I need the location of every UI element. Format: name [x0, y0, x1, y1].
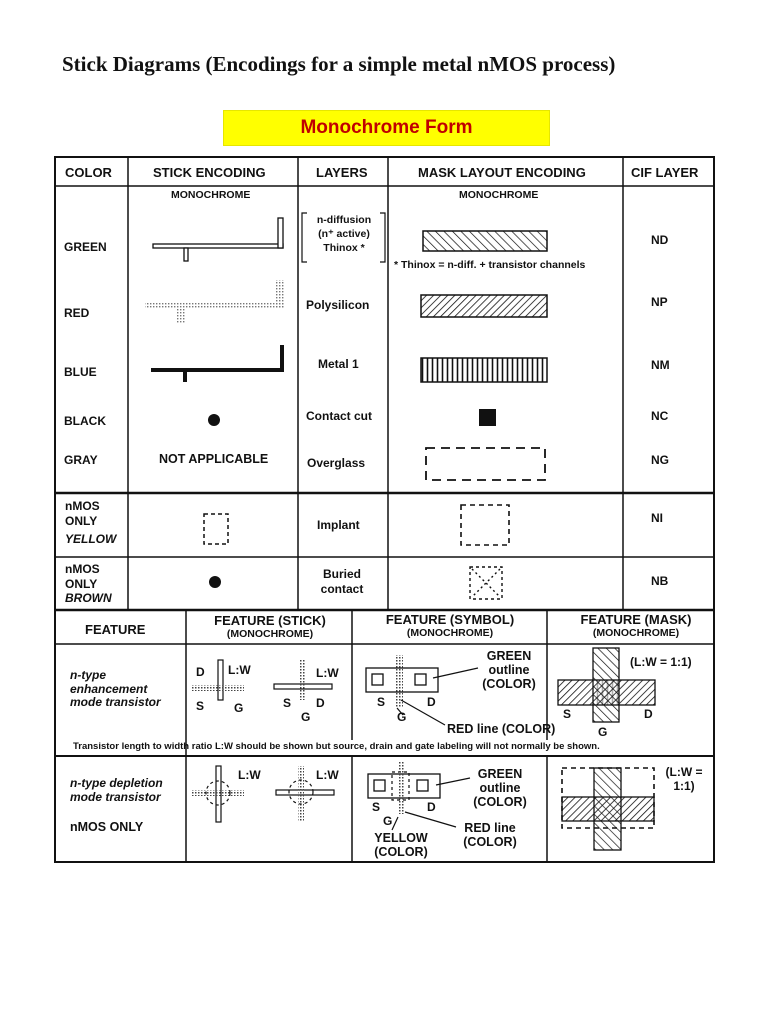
enh-note: Transistor length to width ratio L:W should be shown but source, drain and gate labeling will not normally be shown. — [73, 741, 600, 752]
header-mask: MASK LAYOUT ENCODING — [418, 165, 586, 180]
thinox-note: * Thinox = n-diff. + transistor channels — [394, 259, 586, 271]
dep-g-label: G — [383, 814, 393, 828]
banner-label: Monochrome Form — [300, 117, 473, 138]
implant-stick — [204, 514, 228, 544]
color-gray: GRAY — [64, 453, 98, 467]
dep-yellow — [366, 832, 436, 859]
enh-mask-s: S — [563, 707, 572, 721]
metal-stick — [151, 345, 284, 382]
enh-d-label-2: D — [316, 696, 325, 710]
outline-line: outline — [488, 663, 530, 678]
cif-nd: ND — [651, 233, 669, 247]
header-stick: STICK ENCODING — [153, 165, 266, 180]
dep-lw-label-1: L:W — [238, 768, 261, 782]
metal-mask — [421, 358, 547, 382]
enh-s-label-1: S — [196, 699, 205, 713]
feature-stick-header — [200, 614, 340, 640]
feature-symbol-header — [360, 613, 540, 639]
enh-g-label-1: G — [234, 701, 244, 715]
implant-mask — [461, 505, 509, 545]
yellow-line: YELLOW — [374, 831, 428, 845]
contact-stick-dot — [208, 414, 220, 426]
contact-line: contact — [320, 581, 364, 596]
feature-symbol-sub: (MONOCHROME) — [406, 626, 494, 639]
cif-np: NP — [651, 295, 668, 309]
name-line: mode transistor — [70, 789, 161, 804]
yellow-label: YELLOW — [65, 532, 117, 547]
enh-ratio: (L:W = 1:1) — [630, 655, 692, 669]
color-green: GREEN — [64, 240, 107, 254]
layer-contact-cut: Contact cut — [306, 409, 372, 423]
layer-buried-contact — [312, 568, 372, 595]
dep-mask — [562, 768, 654, 850]
layer-polysilicon: Polysilicon — [306, 298, 370, 312]
polysilicon-mask — [421, 295, 547, 317]
feature-header: FEATURE — [85, 622, 146, 637]
dep-ratio — [656, 766, 712, 792]
buried-mask — [470, 567, 502, 599]
nmos-label: nMOS — [65, 562, 100, 576]
name-line: n-type — [70, 668, 106, 682]
color-line: (COLOR) — [463, 835, 517, 850]
header-cif: CIF LAYER — [631, 165, 699, 180]
cif-nb: NB — [651, 574, 669, 588]
cif-ni: NI — [651, 511, 663, 525]
feature-symbol-title: FEATURE (SYMBOL) — [385, 612, 515, 627]
contact-mask — [479, 409, 496, 426]
layer-ndiffusion — [305, 215, 383, 254]
stick-not-applicable: NOT APPLICABLE — [159, 452, 269, 466]
sym-g-label: G — [397, 710, 407, 724]
outline-line: outline — [479, 781, 521, 796]
diffusion-stick — [153, 218, 283, 261]
dep-d-label: D — [427, 800, 436, 814]
green-line: GREEN — [486, 649, 532, 663]
name-line: enhancement — [70, 681, 148, 696]
enh-d-label: D — [196, 665, 205, 679]
dep-s-label: S — [372, 800, 381, 814]
red-line-label: RED line — [464, 821, 516, 835]
feature-mask-title: FEATURE (MASK) — [580, 612, 692, 627]
buried-stick-dot — [209, 576, 221, 588]
color-line: (COLOR) — [374, 845, 428, 860]
diffusion-mask — [423, 231, 547, 251]
enh-red-line: RED line (COLOR) — [447, 722, 556, 736]
feature-mask-sub: (MONOCHROME) — [592, 626, 680, 639]
name-line: n-type depletion — [70, 776, 163, 790]
color-nmos-yellow — [65, 500, 116, 546]
enh-g-label-2: G — [301, 710, 311, 724]
color-line: (COLOR) — [482, 677, 536, 692]
enh-lw-label-1: L:W — [228, 663, 251, 677]
only-label: ONLY — [65, 513, 98, 528]
green-line: GREEN — [477, 767, 523, 781]
enh-s-label-2: S — [283, 696, 292, 710]
buried-line: Buried — [322, 567, 361, 581]
enh-mask-d: D — [644, 707, 653, 721]
dep-stick-1 — [192, 766, 244, 822]
nmos-label: nMOS — [65, 499, 100, 513]
brown-label: BROWN — [65, 591, 112, 606]
only-label: ONLY — [65, 576, 98, 591]
color-line: (COLOR) — [473, 795, 527, 810]
layer-metal1: Metal 1 — [318, 357, 359, 371]
header-color: COLOR — [65, 165, 112, 180]
page-title: Stick Diagrams (Encodings for a simple metal nMOS process) — [62, 52, 616, 76]
enh-lw-label-2: L:W — [316, 666, 339, 680]
feature-stick-title: FEATURE (STICK) — [214, 613, 326, 628]
layer-implant: Implant — [317, 518, 360, 532]
name-line: mode transistor — [70, 695, 161, 710]
feature-stick-sub: (MONOCHROME) — [226, 627, 314, 640]
color-blue: BLUE — [64, 365, 97, 379]
enh-green-outline — [474, 650, 544, 691]
layer-line: Thinox * — [323, 242, 365, 255]
cif-ng: NG — [651, 453, 669, 467]
cif-nm: NM — [651, 358, 670, 372]
layer-overglass: Overglass — [307, 456, 366, 470]
cif-nc: NC — [651, 409, 669, 423]
color-red: RED — [64, 306, 90, 320]
polysilicon-stick — [145, 280, 285, 323]
color-black: BLACK — [64, 414, 106, 428]
ratio-line: 1:1) — [673, 778, 695, 793]
dep-red-line — [455, 822, 525, 849]
header-layers: LAYERS — [316, 165, 368, 180]
sym-d-label: D — [427, 695, 436, 709]
ratio-line: (L:W = — [665, 765, 703, 779]
color-nmos-brown — [65, 563, 112, 605]
depletion-nmos-only: nMOS ONLY — [70, 820, 144, 834]
enh-mask-g: G — [598, 725, 608, 739]
enhancement-name — [70, 669, 161, 709]
depletion-name — [70, 777, 163, 803]
sub-mask-monochrome: MONOCHROME — [459, 189, 539, 201]
overglass-mask — [426, 448, 545, 480]
sym-s-label: S — [377, 695, 386, 709]
enh-symbol — [366, 655, 478, 725]
dep-green-outline — [470, 768, 530, 809]
sub-stick-monochrome: MONOCHROME — [171, 189, 251, 201]
table-grid — [55, 157, 714, 862]
feature-mask-header — [566, 613, 706, 639]
dep-lw-label-2: L:W — [316, 768, 339, 782]
layer-line: n-diffusion — [316, 214, 372, 226]
layer-line: (n⁺ active) — [318, 228, 370, 241]
